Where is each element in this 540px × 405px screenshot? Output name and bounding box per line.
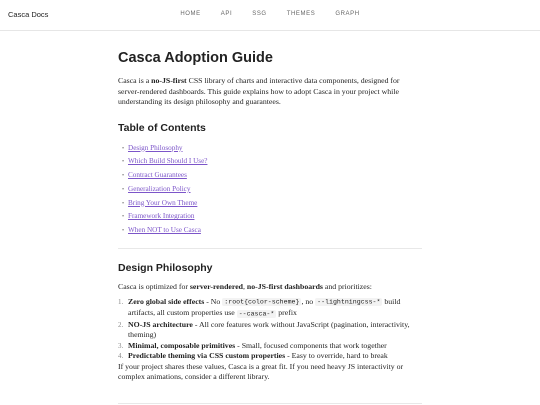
toc-link-framework-integration[interactable]: Framework Integration <box>128 212 195 221</box>
inline-code: --lightningcss-* <box>317 298 381 306</box>
item-text: build artifacts, all custom properties use <box>128 296 401 318</box>
intro-paragraph <box>118 76 422 108</box>
nav-themes[interactable]: THEMES <box>286 11 316 17</box>
inline-code: :root{color-scheme} <box>224 298 300 306</box>
top-navbar <box>0 0 540 31</box>
section-divider <box>118 403 422 404</box>
nav-home[interactable]: HOME <box>180 11 201 17</box>
inline-code: --casca-* <box>238 310 275 318</box>
toc-item <box>122 142 422 156</box>
design-lead <box>118 282 422 293</box>
nav-api[interactable]: API <box>220 11 233 17</box>
toc-link-bring-your-own-theme[interactable]: Bring Your Own Theme <box>128 198 198 207</box>
bullet-icon: • <box>122 159 125 166</box>
toc-item <box>122 183 422 197</box>
toc-heading: Table of Contents <box>118 121 206 134</box>
list-item <box>118 340 422 352</box>
toc-item <box>122 224 422 238</box>
brand-link[interactable]: Casca Docs <box>8 10 49 19</box>
item-title: Zero global side effects <box>128 296 205 306</box>
bullet-icon: • <box>122 228 125 235</box>
bullet-icon: • <box>122 200 125 207</box>
toc-link-design-philosophy[interactable]: Design Philosophy <box>128 143 183 152</box>
item-title: Minimal, composable primitives <box>128 340 236 350</box>
item-text: - Small, focused components that work together <box>235 340 387 350</box>
item-text: - Easy to override, hard to break <box>285 351 388 361</box>
intro-text-pre: Casca is a <box>118 76 152 85</box>
bullet-icon: • <box>122 186 125 193</box>
toc-link-contract-guarantees[interactable]: Contract Guarantees <box>128 171 187 180</box>
item-title: NO-JS architecture <box>128 319 193 329</box>
item-text: , no <box>301 296 316 306</box>
list-item <box>118 351 422 362</box>
design-lead-bold-1: server-rendered <box>189 282 244 292</box>
nav-graph[interactable]: GRAPH <box>335 11 360 17</box>
intro-text-post: CSS library of charts and interactive data components, designed for server-rendered dashboards. This guide explains how to adopt Casca in your project while understanding its design philosophy and guarantees. <box>118 76 400 106</box>
bullet-icon: • <box>122 173 125 180</box>
item-text: prefix <box>276 308 297 318</box>
toc-link-when-not-to-use[interactable]: When NOT to Use Casca <box>128 226 201 235</box>
toc-item <box>122 210 422 224</box>
item-text: - No <box>204 296 223 306</box>
design-closing: If your project shares these values, Casca is a great fit. If you need heavy JS interactivity or complex animations, consider a different library. <box>118 361 404 382</box>
nav-ssg[interactable]: SSG <box>252 11 267 17</box>
list-number: 4. <box>118 352 124 361</box>
toc-item <box>122 169 422 183</box>
intro-bold: no-JS-first <box>151 76 187 85</box>
design-lead-pre: Casca is optimized for <box>118 282 190 292</box>
doc-content <box>118 30 422 383</box>
list-item <box>118 319 422 341</box>
toc-item <box>122 155 422 169</box>
list-number: 2. <box>118 320 124 329</box>
page-title: Casca Adoption Guide <box>118 50 273 66</box>
philosophy-list <box>118 297 422 362</box>
list-item <box>118 296 422 320</box>
item-text: - All core features work without JavaScript (pagination, interactivity, theming) <box>128 319 410 340</box>
item-title: Predictable theming via CSS custom properties <box>128 351 286 361</box>
list-number: 1. <box>118 297 124 306</box>
bullet-icon: • <box>122 145 125 152</box>
design-lead-sep: , <box>243 282 247 292</box>
design-lead-bold-2: no-JS-first dashboards <box>246 282 323 292</box>
section-heading-design-philosophy: Design Philosophy <box>118 262 213 275</box>
main-nav <box>0 11 540 17</box>
toc-link-which-build[interactable]: Which Build Should I Use? <box>128 157 208 166</box>
list-number: 3. <box>118 341 124 350</box>
toc-item <box>122 197 422 211</box>
design-lead-post: and prioritizes: <box>322 282 372 292</box>
section-divider <box>118 248 422 249</box>
toc-link-generalization-policy[interactable]: Generalization Policy <box>128 184 191 193</box>
bullet-icon: • <box>122 214 125 221</box>
table-of-contents <box>118 142 422 239</box>
